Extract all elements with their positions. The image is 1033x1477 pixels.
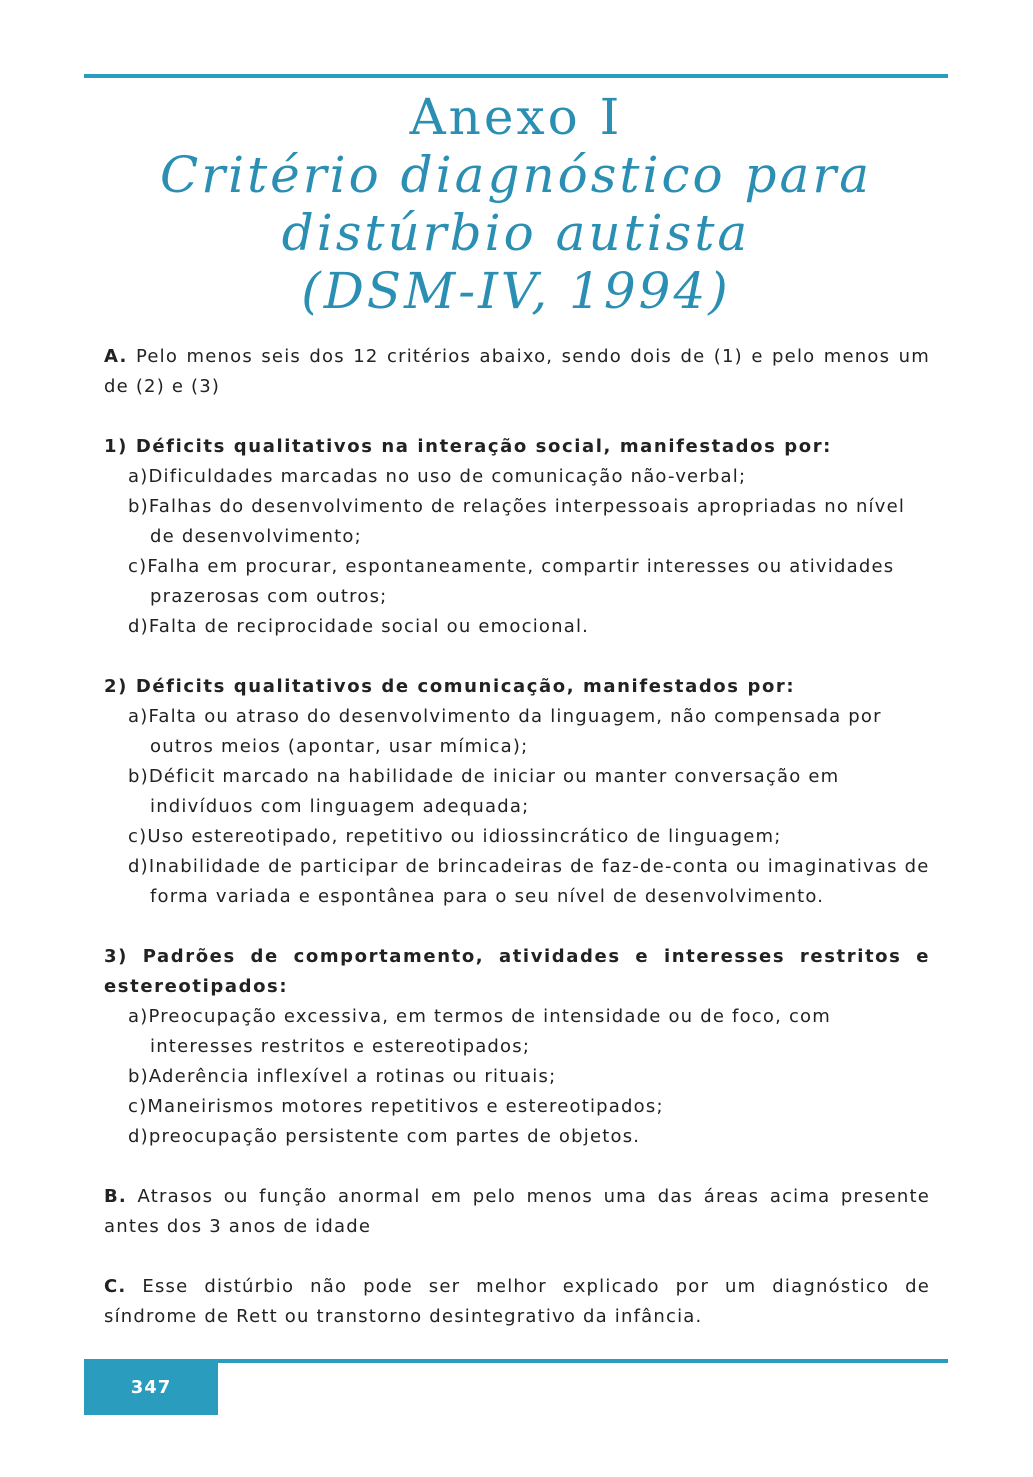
list-item: d)Falta de reciprocidade social ou emocional.	[128, 616, 590, 637]
section-a-label: A.	[104, 346, 128, 367]
list-item: b)Aderência inflexível a rotinas ou rituais;	[128, 1066, 557, 1087]
section-a-text: Pelo menos seis dos 12 critérios abaixo, sendo dois de (1) e pelo menos um de (2) e (3)	[104, 346, 930, 397]
section-a	[104, 342, 930, 402]
list-item: d)Inabilidade de participar de brincadeiras de faz-de-conta ou imaginativas de forma variada e espontânea para o seu nível de desenvolvimento.	[128, 856, 930, 907]
page-number: 347	[130, 1376, 172, 1398]
group-3-heading: 3) Padrões de comportamento, atividades e interesses restritos e estereotipados:	[104, 946, 930, 997]
section-c-label: C.	[104, 1276, 127, 1297]
top-rule	[84, 74, 948, 78]
section-b-label: B.	[104, 1186, 127, 1207]
section-c-text: Esse distúrbio não pode ser melhor explicado por um diagnóstico de síndrome de Rett ou transtorno desintegrativo da infância.	[104, 1276, 930, 1327]
list-item: b)Falhas do desenvolvimento de relações interpessoais apropriadas no nível de desenvolvimento;	[128, 496, 906, 547]
list-item: a)Dificuldades marcadas no uso de comunicação não-verbal;	[128, 466, 747, 487]
section-c	[104, 1272, 930, 1332]
title-line-3: distúrbio autista	[281, 204, 751, 262]
list-item: c)Falha em procurar, espontaneamente, compartir interesses ou atividades prazerosas com outros;	[128, 556, 895, 607]
document-body	[104, 342, 930, 1332]
list-item: c)Uso estereotipado, repetitivo ou idiossincrático de linguagem;	[128, 826, 782, 847]
group-2-heading: 2) Déficits qualitativos de comunicação, manifestados por:	[104, 676, 796, 697]
list-item: c)Maneirismos motores repetitivos e estereotipados;	[128, 1096, 664, 1117]
title-line-4: (DSM-IV, 1994)	[301, 262, 731, 320]
list-item: a)Falta ou atraso do desenvolvimento da linguagem, não compensada por outros meios (apontar, usar mímica);	[128, 706, 882, 757]
list-item: d)preocupação persistente com partes de objetos.	[128, 1126, 641, 1147]
section-b-text: Atrasos ou função anormal em pelo menos uma das áreas acima presente antes dos 3 anos de idade	[104, 1186, 930, 1237]
title-line-2: Critério diagnóstico para	[159, 146, 873, 204]
page-title	[84, 88, 948, 320]
page-number-box	[84, 1359, 218, 1415]
group-1-heading: 1) Déficits qualitativos na interação social, manifestados por:	[104, 436, 832, 457]
title-line-1: Anexo I	[409, 88, 623, 146]
list-item: b)Déficit marcado na habilidade de iniciar ou manter conversação em indivíduos com linguagem adequada;	[128, 766, 840, 817]
list-item: a)Preocupação excessiva, em termos de intensidade ou de foco, com interesses restritos e estereotipados;	[128, 1006, 831, 1057]
section-b	[104, 1182, 930, 1242]
